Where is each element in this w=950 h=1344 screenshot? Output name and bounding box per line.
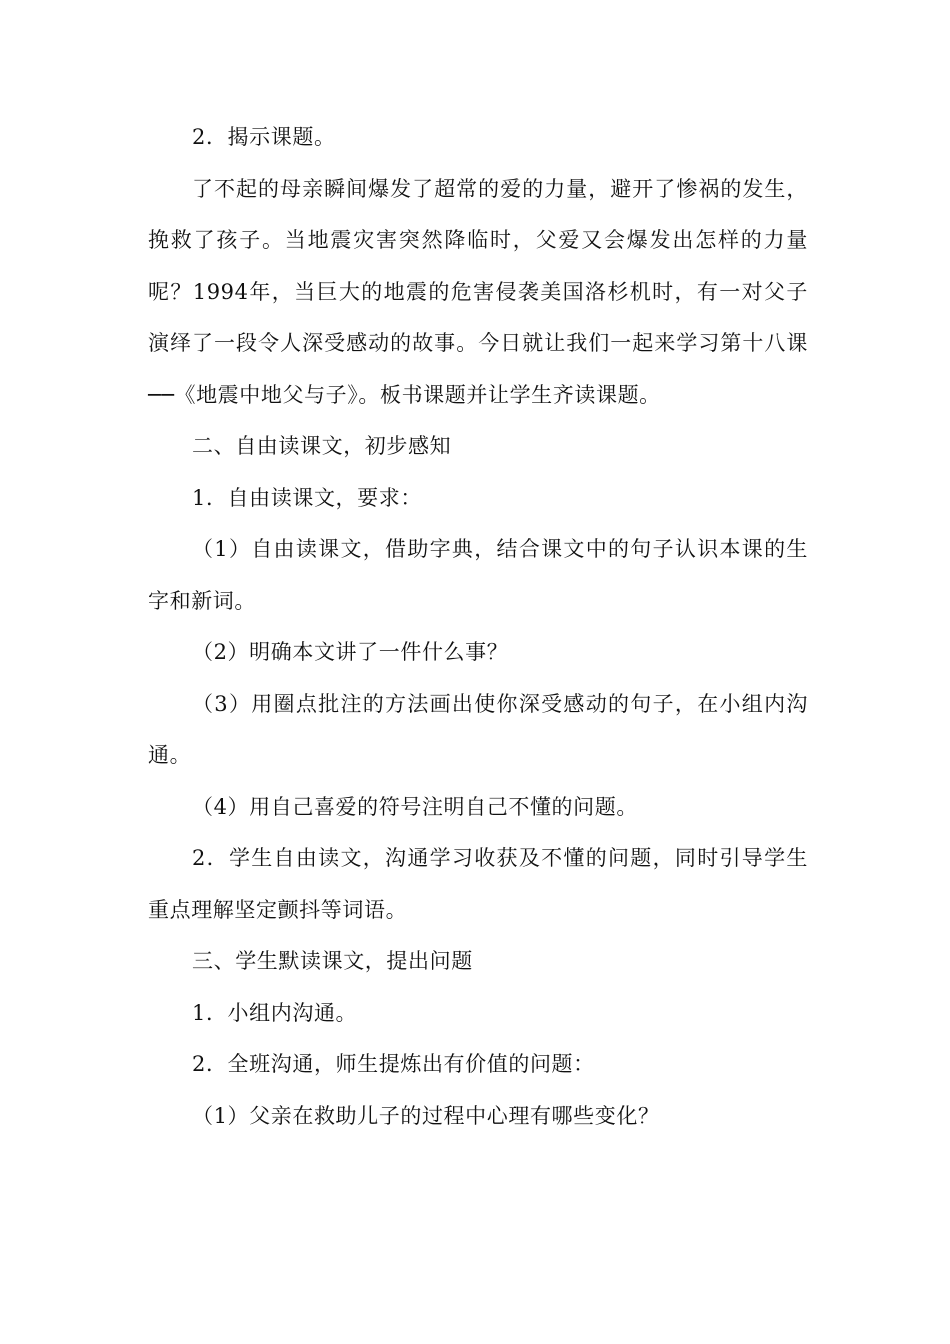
paragraph-student-reading: 2．学生自由读文，沟通学习收获及不懂的问题，同时引导学生重点理解坚定颤抖等词语。 <box>148 846 808 922</box>
paragraph-introduction: 了不起的母亲瞬间爆发了超常的爱的力量，避开了惨祸的发生，挽救了孩子。当地震灾害突然降临时，父爱又会爆发出怎样的力量呢？1994年，当巨大的地震的危害侵袭美国洛杉机时，有一对父子演绎了一段令人深受感动的故事。今日就让我们一起来学习第十八课──《地震中地父与子》。板书课题并让学生齐读课题。 <box>148 176 808 407</box>
document-body <box>148 112 808 1142</box>
paragraph-reveal-topic: 2．揭示课题。 <box>192 125 336 149</box>
paragraph-requirement-3: （3）用圈点批注的方法画出使你深受感动的句子，在小组内沟通。 <box>148 691 808 767</box>
paragraph-reading-requirements: 1．自由读课文，要求： <box>192 485 422 510</box>
section-heading-free-reading: 二、自由读课文，初步感知 <box>192 434 452 458</box>
paragraph-question-1: （1）父亲在救助儿子的过程中心理有哪些变化？ <box>192 1103 660 1128</box>
section-heading-silent-reading: 三、学生默读课文，提出问题 <box>192 949 473 973</box>
paragraph-group-communication: 1．小组内沟通。 <box>192 1000 358 1025</box>
paragraph-requirement-4: （4）用自己喜爱的符号注明自己不懂的问题。 <box>192 794 638 819</box>
paragraph-class-communication: 2．全班沟通，师生提炼出有价值的问题： <box>192 1052 595 1076</box>
paragraph-requirement-2: （2）明确本文讲了一件什么事？ <box>192 640 509 664</box>
paragraph-requirement-1: （1）自由读课文，借助字典，结合课文中的句子认识本课的生字和新词。 <box>148 537 808 613</box>
